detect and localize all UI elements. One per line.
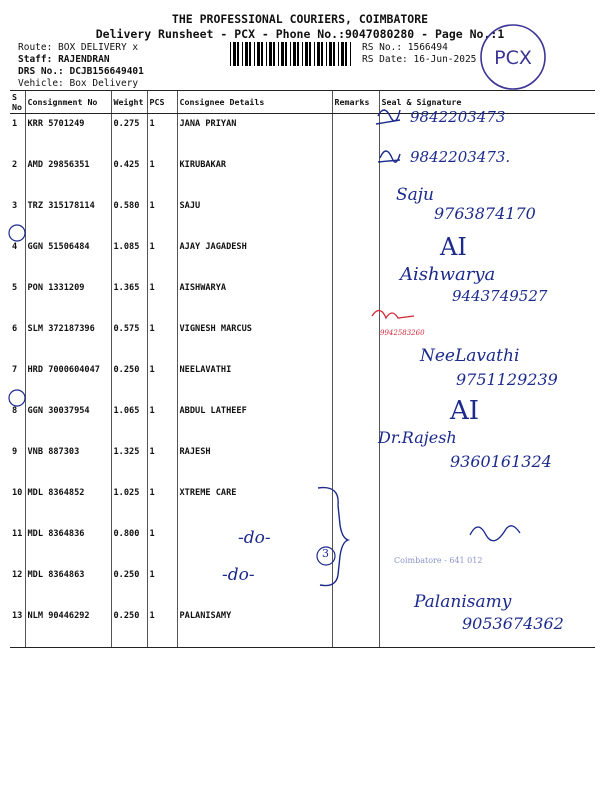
barcode-bar — [297, 42, 299, 66]
staff-line — [18, 54, 110, 65]
row-consignment-no: MDL 8364863 — [25, 565, 111, 606]
row-consignment-no: NLM 90446292 — [25, 606, 111, 648]
row-pcs: 1 — [147, 196, 177, 237]
row-sno: 3 — [12, 201, 18, 211]
row-weight: 0.800 — [111, 524, 147, 565]
table-row — [10, 524, 595, 565]
row-remarks — [332, 278, 379, 319]
hw-phone-6: 9942583260 — [380, 329, 425, 337]
row-remarks — [332, 237, 379, 278]
barcode-image — [230, 42, 352, 66]
row-remarks — [332, 483, 379, 524]
row-consignee: KIRUBAKAR — [177, 155, 332, 196]
barcode-bar — [345, 42, 347, 66]
row-consignment-no: KRR 5701249 — [25, 114, 111, 156]
barcode-bar — [249, 42, 251, 66]
barcode-bar — [329, 42, 332, 66]
row-pcs: 1 — [147, 401, 177, 442]
row-sno: 8 — [12, 406, 18, 416]
row-remarks — [332, 565, 379, 606]
staff-name: RAJENDRAN — [58, 54, 110, 65]
barcode-bar — [269, 42, 272, 66]
row-consignee: RAJESH — [177, 442, 332, 483]
vehicle-text: Vehicle: Box Delivery — [18, 78, 139, 89]
row-weight: 1.025 — [111, 483, 147, 524]
barcode-bar — [317, 42, 320, 66]
row-weight: 1.085 — [111, 237, 147, 278]
row-sno: 4 — [12, 242, 18, 252]
barcode-bar — [242, 42, 243, 66]
row-remarks — [332, 360, 379, 401]
hw-name-9: Dr.Rajesh — [378, 428, 457, 447]
barcode-bar — [321, 42, 323, 66]
row-consignment-no: GGN 51506484 — [25, 237, 111, 278]
row-sno: 10 — [12, 488, 23, 498]
row-consignment-no: VNB 887303 — [25, 442, 111, 483]
row-pcs: 1 — [147, 360, 177, 401]
table-row — [10, 483, 595, 524]
runsheet-table — [10, 90, 595, 648]
row-consignment-no: SLM 372187396 — [25, 319, 111, 360]
row-pcs: 1 — [147, 278, 177, 319]
row-pcs: 1 — [147, 524, 177, 565]
row-sno: 9 — [12, 447, 18, 457]
col-sno: S No — [10, 91, 25, 114]
col-remarks: Remarks — [332, 91, 379, 114]
barcode-bar — [233, 42, 236, 66]
stamp-text: PCX — [494, 47, 532, 69]
seal-partial-text: Coimbatore - 641 012 — [394, 556, 483, 565]
runsheet-subtitle: Delivery Runsheet - PCX - Phone No.:9047080280 - Page No.:1 — [95, 27, 505, 41]
barcode-bar — [305, 42, 308, 66]
barcode-bar — [257, 42, 260, 66]
row-consignment-no: HRD 7000604047 — [25, 360, 111, 401]
row-pcs: 1 — [147, 606, 177, 648]
row-consignee: XTREME CARE — [177, 483, 332, 524]
barcode-bar — [302, 42, 303, 66]
row-sno: 13 — [10, 606, 25, 648]
row-consignment-no: AMD 29856351 — [25, 155, 111, 196]
hw-name-3: Saju — [396, 185, 435, 205]
barcode-bar — [278, 42, 279, 66]
row-consignment-no: MDL 8364852 — [25, 483, 111, 524]
hw-ditto-12: -do- — [222, 565, 255, 585]
row-remarks — [332, 155, 379, 196]
pcx-stamp — [478, 22, 548, 92]
row-weight: 0.250 — [111, 565, 147, 606]
row-remarks — [332, 442, 379, 483]
hw-initials-8: AI — [450, 396, 480, 426]
row-sno: 6 — [12, 324, 18, 334]
barcode-bar — [273, 42, 275, 66]
row-consignment-no: PON 1331209 — [25, 278, 111, 319]
row-pcs: 1 — [147, 565, 177, 606]
row-weight: 1.065 — [111, 401, 147, 442]
table-row — [10, 237, 595, 278]
row-consignee: AISHWARYA — [177, 278, 332, 319]
barcode-bar — [290, 42, 291, 66]
barcode-bar — [314, 42, 315, 66]
row-sno: 2 — [12, 160, 18, 170]
col-weight: Weight — [111, 91, 147, 114]
hw-initials-4: AI — [440, 233, 467, 261]
barcode-bar — [266, 42, 267, 66]
barcode-bar — [341, 42, 344, 66]
row-weight: 1.325 — [111, 442, 147, 483]
row-remarks — [332, 606, 379, 648]
hw-phone-1: 9842203473 — [410, 108, 506, 126]
row-remarks — [332, 196, 379, 237]
row-pcs: 1 — [147, 483, 177, 524]
col-pcs: PCS — [147, 91, 177, 114]
row-pcs: 1 — [147, 442, 177, 483]
col-signature: Seal & Signature — [379, 91, 595, 114]
barcode-bar — [309, 42, 311, 66]
table-row — [10, 401, 595, 442]
row-sno: 5 — [12, 283, 18, 293]
hw-name-5: Aishwarya — [400, 264, 496, 285]
barcode-bar — [338, 42, 339, 66]
row-pcs: 1 — [147, 319, 177, 360]
row-consignee: ABDUL LATHEEF — [177, 401, 332, 442]
hw-ditto-11: -do- — [238, 528, 271, 548]
hw-phone-9: 9360161324 — [450, 452, 552, 471]
row-remarks — [332, 401, 379, 442]
row-consignee: NEELAVATHI — [177, 360, 332, 401]
row-sno: 7 — [12, 365, 18, 375]
row-pcs: 1 — [147, 155, 177, 196]
row-consignment-no: MDL 8364836 — [25, 524, 111, 565]
row-consignee: JANA PRIYAN — [177, 114, 332, 156]
barcode-bar — [293, 42, 296, 66]
row-sno: 1 — [12, 119, 18, 129]
row-weight: 1.365 — [111, 278, 147, 319]
hw-name-7: NeeLavathi — [420, 346, 520, 366]
row-pcs: 1 — [147, 237, 177, 278]
row-weight: 0.250 — [111, 360, 147, 401]
hw-phone-2: 9842203473. — [410, 148, 511, 166]
barcode-bar — [237, 42, 239, 66]
barcode-bar — [230, 42, 231, 66]
row-sno: 11 — [12, 529, 23, 539]
row-consignee: VIGNESH MARCUS — [177, 319, 332, 360]
barcode-bar — [281, 42, 284, 66]
hw-phone-13: 9053674362 — [462, 614, 564, 633]
row-sno: 12 — [12, 570, 23, 580]
row-remarks — [332, 524, 379, 565]
row-signature — [379, 483, 595, 524]
row-remarks — [332, 114, 379, 156]
row-consignment-no: TRZ 315178114 — [25, 196, 111, 237]
hw-count: 3 — [322, 547, 329, 560]
hw-name-13: Palanisamy — [414, 592, 512, 612]
company-title: THE PROFESSIONAL COURIERS, COIMBATORE — [171, 12, 429, 26]
drs-line — [18, 66, 144, 77]
row-consignee: AJAY JAGADESH — [177, 237, 332, 278]
hw-phone-3: 9763874170 — [434, 204, 536, 223]
staff-label: Staff: — [18, 54, 53, 65]
row-remarks — [332, 319, 379, 360]
barcode-bar — [333, 42, 335, 66]
row-weight: 0.580 — [111, 196, 147, 237]
rs-date: RS Date: 16-Jun-2025 — [362, 54, 477, 65]
row-weight: 0.250 — [111, 606, 147, 648]
barcode-bar — [285, 42, 287, 66]
barcode-bar — [245, 42, 248, 66]
barcode-bar — [254, 42, 255, 66]
route-text: Route: BOX DELIVERY x — [18, 42, 139, 53]
drs-number: DCJB156649401 — [69, 66, 144, 77]
barcode-bar — [326, 42, 327, 66]
hw-phone-7: 9751129239 — [456, 370, 558, 389]
rs-number: RS No.: 1566494 — [362, 42, 448, 53]
row-consignee: SAJU — [177, 196, 332, 237]
hw-phone-5: 9443749527 — [452, 287, 548, 305]
col-consignee: Consignee Details — [177, 91, 332, 114]
table-header-row — [10, 91, 595, 114]
drs-label: DRS No.: — [18, 66, 64, 77]
row-pcs: 1 — [147, 114, 177, 156]
row-weight: 0.425 — [111, 155, 147, 196]
row-consignment-no: GGN 30037954 — [25, 401, 111, 442]
col-consignment: Consignment No — [25, 91, 111, 114]
barcode-bar — [261, 42, 263, 66]
row-weight: 0.275 — [111, 114, 147, 156]
barcode-bar — [350, 42, 351, 66]
row-consignee: PALANISAMY — [177, 606, 332, 648]
row-weight: 0.575 — [111, 319, 147, 360]
